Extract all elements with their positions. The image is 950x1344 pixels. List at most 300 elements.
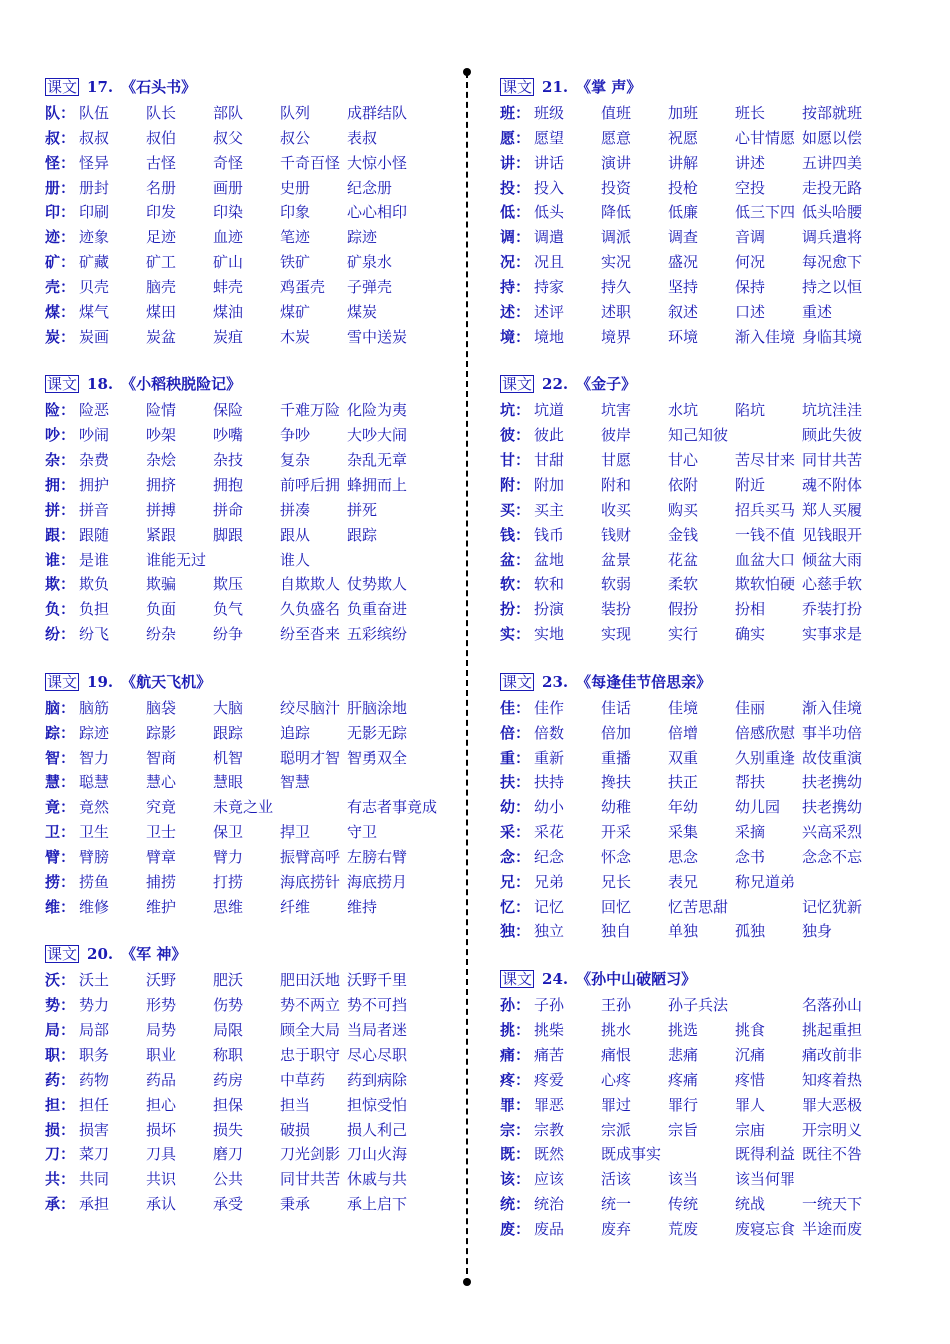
vocab-word: 讲述 xyxy=(735,153,766,172)
vocab-word: 煤田 xyxy=(146,302,177,321)
vocab-word: 甘甜 xyxy=(534,451,565,470)
vocab-word: 年幼 xyxy=(668,798,699,817)
vocab-word: 贝壳 xyxy=(79,277,110,296)
vocab-row xyxy=(45,746,445,771)
column-divider xyxy=(466,72,468,1284)
vocab-word: 扮演 xyxy=(534,600,565,619)
vocab-word: 沃野 xyxy=(146,971,177,990)
vocab-word: 装扮 xyxy=(601,600,632,619)
lesson-number: 18. xyxy=(87,375,114,394)
vocab-word: 倍数 xyxy=(534,723,565,742)
vocab-word: 谁人 xyxy=(280,550,311,569)
vocab-row xyxy=(45,1192,445,1217)
vocab-character: 势： xyxy=(45,996,76,1015)
vocab-character: 境： xyxy=(500,327,531,346)
vocab-word: 念念不忘 xyxy=(802,847,863,866)
vocab-row xyxy=(45,820,445,845)
vocab-word: 单独 xyxy=(668,922,699,941)
lesson-title xyxy=(500,373,900,398)
vocab-word: 同甘共苦 xyxy=(280,1170,341,1189)
vocab-word: 矿泉水 xyxy=(347,253,393,272)
vocab-word: 拥抱 xyxy=(213,475,244,494)
vocab-word: 欺骗 xyxy=(146,575,177,594)
vocab-character: 叔： xyxy=(45,128,76,147)
vocab-word: 子弹壳 xyxy=(347,277,393,296)
vocab-row xyxy=(500,696,900,721)
vocab-word: 怪异 xyxy=(79,153,110,172)
vocab-word: 坑道 xyxy=(534,401,565,420)
vocab-word: 队伍 xyxy=(79,104,110,122)
vocab-word: 音调 xyxy=(735,228,766,247)
vocab-row xyxy=(45,597,445,622)
vocab-word: 势力 xyxy=(79,996,110,1015)
vocab-word: 该当 xyxy=(668,1170,699,1189)
vocab-word: 承担 xyxy=(79,1195,110,1214)
vocab-word: 记忆犹新 xyxy=(802,897,863,916)
vocab-word: 购买 xyxy=(668,500,699,519)
vocab-word: 低头 xyxy=(534,203,565,222)
lesson-section xyxy=(500,968,900,1241)
vocab-word: 采花 xyxy=(534,823,565,842)
vocab-word: 智力 xyxy=(79,748,110,767)
vocab-word: 实行 xyxy=(668,625,699,644)
vocab-character: 班： xyxy=(500,104,531,122)
vocab-word: 药品 xyxy=(146,1070,177,1089)
vocab-word: 仗势欺人 xyxy=(347,575,408,594)
vocab-word: 扶老携幼 xyxy=(802,798,863,817)
vocab-word: 心慈手软 xyxy=(802,575,863,594)
vocab-character: 局： xyxy=(45,1021,76,1040)
vocab-row xyxy=(45,523,445,548)
vocab-word: 统治 xyxy=(534,1195,565,1214)
vocab-word: 叔伯 xyxy=(146,128,177,147)
vocab-word: 踪迹 xyxy=(79,723,110,742)
vocab-row xyxy=(500,151,900,176)
vocab-character: 担： xyxy=(45,1095,76,1114)
vocab-word: 演讲 xyxy=(601,153,632,172)
vocab-word: 拼死 xyxy=(347,500,378,519)
vocab-word: 职务 xyxy=(79,1046,110,1064)
vocab-row xyxy=(500,895,900,920)
vocab-character: 投： xyxy=(500,178,531,197)
vocab-word: 实况 xyxy=(601,253,632,272)
vocab-word: 纪念 xyxy=(534,847,565,866)
vocab-character: 痛： xyxy=(500,1046,531,1064)
vocab-word: 表兄 xyxy=(668,872,699,891)
lesson-number: 20. xyxy=(87,945,114,964)
vocab-word: 兄长 xyxy=(601,872,632,891)
vocab-row xyxy=(500,572,900,597)
vocab-word: 册封 xyxy=(79,178,110,197)
vocab-word: 煤矿 xyxy=(280,302,311,321)
vocab-word: 秉承 xyxy=(280,1195,311,1214)
vocab-row xyxy=(500,225,900,250)
vocab-word: 投入 xyxy=(534,178,565,197)
vocab-word: 罪行 xyxy=(668,1095,699,1114)
vocab-word: 慧心 xyxy=(146,773,177,792)
vocab-word: 思维 xyxy=(213,897,244,916)
vocab-row xyxy=(500,1118,900,1143)
vocab-word: 自欺欺人 xyxy=(280,575,341,594)
vocab-word: 既然 xyxy=(534,1145,565,1164)
vocab-word: 买主 xyxy=(534,500,565,519)
vocab-row xyxy=(500,200,900,225)
vocab-word: 低头哈腰 xyxy=(802,203,863,222)
vocab-word: 持久 xyxy=(601,277,632,296)
vocab-word: 附和 xyxy=(601,475,632,494)
vocab-word: 传统 xyxy=(668,1195,699,1214)
vocab-word: 确实 xyxy=(735,625,766,644)
vocab-row xyxy=(500,1217,900,1242)
vocab-character: 吵： xyxy=(45,426,76,445)
vocab-character: 拥： xyxy=(45,475,76,494)
vocab-word: 挑选 xyxy=(668,1021,699,1040)
vocab-character: 壳： xyxy=(45,277,76,296)
lesson-tag: 课文 xyxy=(47,375,78,394)
lesson-number: 17. xyxy=(87,78,114,96)
vocab-word: 印刷 xyxy=(79,203,110,222)
vocab-word: 无影无踪 xyxy=(347,723,408,742)
vocab-character: 采： xyxy=(500,823,531,842)
vocab-row xyxy=(45,1142,445,1167)
vocab-character: 谁： xyxy=(45,550,76,569)
vocab-word: 聪明才智 xyxy=(280,748,341,767)
vocab-word: 拥护 xyxy=(79,475,110,494)
lesson-section xyxy=(45,76,445,349)
vocab-word: 统一 xyxy=(601,1195,632,1214)
vocab-row xyxy=(45,795,445,820)
vocab-character: 捞： xyxy=(45,872,76,891)
vocab-row xyxy=(500,993,900,1018)
vocab-word: 同甘共苦 xyxy=(802,451,863,470)
vocab-character: 拼： xyxy=(45,500,76,519)
vocab-character: 沃： xyxy=(45,971,76,990)
vocab-word: 脑袋 xyxy=(146,698,177,717)
vocab-word: 独身 xyxy=(802,922,833,941)
lesson-title xyxy=(45,76,445,101)
vocab-word: 叙述 xyxy=(668,302,699,321)
vocab-word: 回忆 xyxy=(601,897,632,916)
vocab-word: 负气 xyxy=(213,600,244,619)
vocab-word: 知己知彼 xyxy=(668,426,729,445)
vocab-word: 担当 xyxy=(280,1095,311,1114)
vocab-character: 低： xyxy=(500,203,531,222)
vocab-character: 统： xyxy=(500,1195,531,1214)
vocab-word: 杂烩 xyxy=(146,451,177,470)
vocab-word: 花盆 xyxy=(668,550,699,569)
vocab-word: 乔装打扮 xyxy=(802,600,863,619)
vocab-word: 苦尽甘来 xyxy=(735,451,796,470)
vocab-word: 矿藏 xyxy=(79,253,110,272)
vocab-word: 刀具 xyxy=(146,1145,177,1164)
vocab-word: 佳境 xyxy=(668,698,699,717)
vocab-word: 血盆大口 xyxy=(735,550,796,569)
vocab-word: 迹象 xyxy=(79,228,110,247)
vocab-word: 担心 xyxy=(146,1095,177,1114)
vocab-row xyxy=(45,448,445,473)
vocab-word: 兄弟 xyxy=(534,872,565,891)
vocab-word: 久负盛名 xyxy=(280,600,341,619)
vocab-word: 魂不附体 xyxy=(802,475,863,494)
vocab-row xyxy=(500,473,900,498)
vocab-word: 环境 xyxy=(668,327,699,346)
vocab-word: 画册 xyxy=(213,178,244,197)
vocab-word: 有志者事竟成 xyxy=(347,798,438,817)
vocab-row xyxy=(45,275,445,300)
vocab-word: 荒废 xyxy=(668,1219,699,1238)
vocab-word: 投枪 xyxy=(668,178,699,197)
vocab-row xyxy=(500,795,900,820)
vocab-word: 捞鱼 xyxy=(79,872,110,891)
lesson-tag: 课文 xyxy=(502,970,533,989)
vocab-word: 印发 xyxy=(146,203,177,222)
vocab-word: 身临其境 xyxy=(802,327,863,346)
vocab-character: 煤： xyxy=(45,302,76,321)
lesson-title xyxy=(500,968,900,993)
vocab-word: 甘心 xyxy=(668,451,699,470)
vocab-word: 捕捞 xyxy=(146,872,177,891)
vocab-word: 形势 xyxy=(146,996,177,1015)
vocab-row xyxy=(500,1068,900,1093)
vocab-word: 软和 xyxy=(534,575,565,594)
vocab-word: 共同 xyxy=(79,1170,110,1189)
vocab-character: 踪： xyxy=(45,723,76,742)
vocab-word: 实地 xyxy=(534,625,565,644)
vocab-row xyxy=(45,770,445,795)
vocab-word: 五讲四美 xyxy=(802,153,863,172)
lesson-name: 《孙中山破陋习》 xyxy=(576,970,697,989)
vocab-word: 依附 xyxy=(668,475,699,494)
vocab-character: 佳： xyxy=(500,698,531,717)
lesson-section xyxy=(500,76,900,349)
vocab-word: 宗庙 xyxy=(735,1120,766,1139)
lesson-tag: 课文 xyxy=(502,78,533,96)
vocab-word: 双重 xyxy=(668,748,699,767)
vocab-character: 欺： xyxy=(45,575,76,594)
vocab-word: 疼惜 xyxy=(735,1070,766,1089)
right-column xyxy=(500,76,900,1266)
vocab-word: 述职 xyxy=(601,302,632,321)
vocab-row xyxy=(45,498,445,523)
vocab-row xyxy=(500,398,900,423)
vocab-word: 招兵买马 xyxy=(735,500,796,519)
vocab-character: 承： xyxy=(45,1195,76,1214)
vocab-word: 盛况 xyxy=(668,253,699,272)
vocab-row xyxy=(45,1043,445,1068)
vocab-word: 幼小 xyxy=(534,798,565,817)
vocab-word: 扮相 xyxy=(735,600,766,619)
vocab-word: 臂力 xyxy=(213,847,244,866)
vocab-word: 杂乱无章 xyxy=(347,451,408,470)
vocab-row xyxy=(500,523,900,548)
vocab-word: 如愿以偿 xyxy=(802,128,863,147)
vocab-word: 名册 xyxy=(146,178,177,197)
vocab-row xyxy=(500,300,900,325)
vocab-character: 药： xyxy=(45,1070,76,1089)
vocab-word: 矿工 xyxy=(146,253,177,272)
vocab-word: 孙子兵法 xyxy=(668,996,729,1015)
lesson-number: 19. xyxy=(87,672,114,691)
vocab-word: 既成事实 xyxy=(601,1145,662,1164)
lesson-tag: 课文 xyxy=(47,672,78,691)
vocab-word: 药物 xyxy=(79,1070,110,1089)
lesson-number: 22. xyxy=(542,375,569,394)
vocab-word: 矿山 xyxy=(213,253,244,272)
vocab-word: 局部 xyxy=(79,1021,110,1040)
lesson-number: 23. xyxy=(542,672,569,691)
vocab-character: 矿： xyxy=(45,253,76,272)
vocab-word: 承认 xyxy=(146,1195,177,1214)
vocab-word: 损害 xyxy=(79,1120,110,1139)
vocab-word: 拼凑 xyxy=(280,500,311,519)
vocab-word: 维持 xyxy=(347,897,378,916)
vocab-row xyxy=(500,250,900,275)
vocab-row xyxy=(45,721,445,746)
lesson-tag: 课文 xyxy=(47,945,78,964)
vocab-word: 顾全大局 xyxy=(280,1021,341,1040)
vocab-row xyxy=(500,820,900,845)
vocab-row xyxy=(45,993,445,1018)
vocab-word: 废品 xyxy=(534,1219,565,1238)
vocab-word: 久别重逢 xyxy=(735,748,796,767)
vocab-word: 欺软怕硬 xyxy=(735,575,796,594)
vocab-word: 金钱 xyxy=(668,525,699,544)
vocab-word: 降低 xyxy=(601,203,632,222)
lesson-section xyxy=(500,373,900,646)
vocab-word: 纪念册 xyxy=(347,178,393,197)
vocab-word: 维修 xyxy=(79,897,110,916)
vocab-row xyxy=(45,548,445,573)
vocab-word: 刀山火海 xyxy=(347,1145,408,1164)
vocab-word: 废寝忘食 xyxy=(735,1219,796,1238)
vocab-row xyxy=(45,250,445,275)
vocab-character: 愿： xyxy=(500,128,531,147)
vocab-character: 兄： xyxy=(500,872,531,891)
vocab-word: 势不两立 xyxy=(280,996,341,1015)
vocab-word: 讲话 xyxy=(534,153,565,172)
vocab-word: 蚌壳 xyxy=(213,277,244,296)
vocab-character: 负： xyxy=(45,600,76,619)
vocab-word: 重新 xyxy=(534,748,565,767)
vocab-word: 左膀右臂 xyxy=(347,847,408,866)
vocab-row xyxy=(45,968,445,993)
vocab-word: 煤油 xyxy=(213,302,244,321)
vocab-word: 究竟 xyxy=(146,798,177,817)
vocab-character: 调： xyxy=(500,228,531,247)
vocab-word: 坚持 xyxy=(668,277,699,296)
lesson-name: 《金子》 xyxy=(576,375,637,394)
vocab-row xyxy=(500,548,900,573)
vocab-row xyxy=(500,176,900,201)
vocab-word: 保险 xyxy=(213,401,244,420)
vocab-word: 慧眼 xyxy=(213,773,244,792)
vocab-word: 炭盆 xyxy=(146,327,177,346)
vocab-word: 刀光剑影 xyxy=(280,1145,341,1164)
vocab-word: 重播 xyxy=(601,748,632,767)
vocab-word: 队列 xyxy=(280,104,311,122)
vocab-word: 担保 xyxy=(213,1095,244,1114)
vocab-character: 扶： xyxy=(500,773,531,792)
vocab-word: 杂费 xyxy=(79,451,110,470)
vocab-word: 蜂拥而上 xyxy=(347,475,408,494)
vocab-word: 维护 xyxy=(146,897,177,916)
vocab-row xyxy=(500,101,900,126)
vocab-character: 重： xyxy=(500,748,531,767)
vocab-row xyxy=(45,225,445,250)
vocab-word: 承上启下 xyxy=(347,1195,408,1214)
vocab-character: 实： xyxy=(500,625,531,644)
vocab-word: 罪人 xyxy=(735,1095,766,1114)
vocab-word: 知疼着热 xyxy=(802,1070,863,1089)
vocab-word: 大惊小怪 xyxy=(347,153,408,172)
vocab-row xyxy=(45,423,445,448)
vocab-character: 念： xyxy=(500,847,531,866)
vocab-word: 欺压 xyxy=(213,575,244,594)
vocab-word: 走投无路 xyxy=(802,178,863,197)
vocab-word: 钱币 xyxy=(534,525,565,544)
vocab-word: 痛改前非 xyxy=(802,1046,863,1064)
vocab-word: 前呼后拥 xyxy=(280,475,341,494)
vocab-word: 成群结队 xyxy=(347,104,408,122)
vocab-word: 纤维 xyxy=(280,897,311,916)
vocab-row xyxy=(500,622,900,647)
vocab-word: 血迹 xyxy=(213,228,244,247)
vocab-word: 损失 xyxy=(213,1120,244,1139)
vocab-character: 炭： xyxy=(45,327,76,346)
vocab-word: 扶老携幼 xyxy=(802,773,863,792)
vocab-character: 卫： xyxy=(45,823,76,842)
vocab-row xyxy=(500,275,900,300)
lesson-name: 《航天飞机》 xyxy=(121,672,212,691)
vocab-word: 肥沃 xyxy=(213,971,244,990)
vocab-character: 职： xyxy=(45,1046,76,1064)
vocab-word: 海底捞月 xyxy=(347,872,408,891)
vocab-character: 既： xyxy=(500,1145,531,1164)
vocab-word: 叔叔 xyxy=(79,128,110,147)
vocab-character: 钱： xyxy=(500,525,531,544)
vocab-word: 扶正 xyxy=(668,773,699,792)
vocab-word: 未竟之业 xyxy=(213,798,274,817)
vocab-word: 炭画 xyxy=(79,327,110,346)
vocab-row xyxy=(500,1167,900,1192)
vocab-word: 疼爱 xyxy=(534,1070,565,1089)
lesson-name: 《军 神》 xyxy=(121,945,187,964)
vocab-word: 记忆 xyxy=(534,897,565,916)
vocab-word: 沃野千里 xyxy=(347,971,408,990)
vocab-character: 盆： xyxy=(500,550,531,569)
vocab-word: 保持 xyxy=(735,277,766,296)
vocab-word: 采集 xyxy=(668,823,699,842)
vocab-word: 部队 xyxy=(213,104,244,122)
vocab-row xyxy=(45,300,445,325)
vocab-row xyxy=(45,325,445,350)
vocab-word: 倍增 xyxy=(668,723,699,742)
vocab-word: 当局者迷 xyxy=(347,1021,408,1040)
vocab-word: 千奇百怪 xyxy=(280,153,341,172)
vocab-row xyxy=(500,1093,900,1118)
lesson-title xyxy=(500,76,900,101)
vocab-character: 附： xyxy=(500,475,531,494)
vocab-word: 活该 xyxy=(601,1170,632,1189)
vocab-character: 臂： xyxy=(45,847,76,866)
vocab-word: 休戚与共 xyxy=(347,1170,408,1189)
vocab-word: 佳话 xyxy=(601,698,632,717)
vocab-word: 倾盆大雨 xyxy=(802,550,863,569)
vocab-word: 打捞 xyxy=(213,872,244,891)
vocab-word: 跟踪 xyxy=(347,525,378,544)
vocab-word: 卫生 xyxy=(79,823,110,842)
vocab-word: 机智 xyxy=(213,748,244,767)
